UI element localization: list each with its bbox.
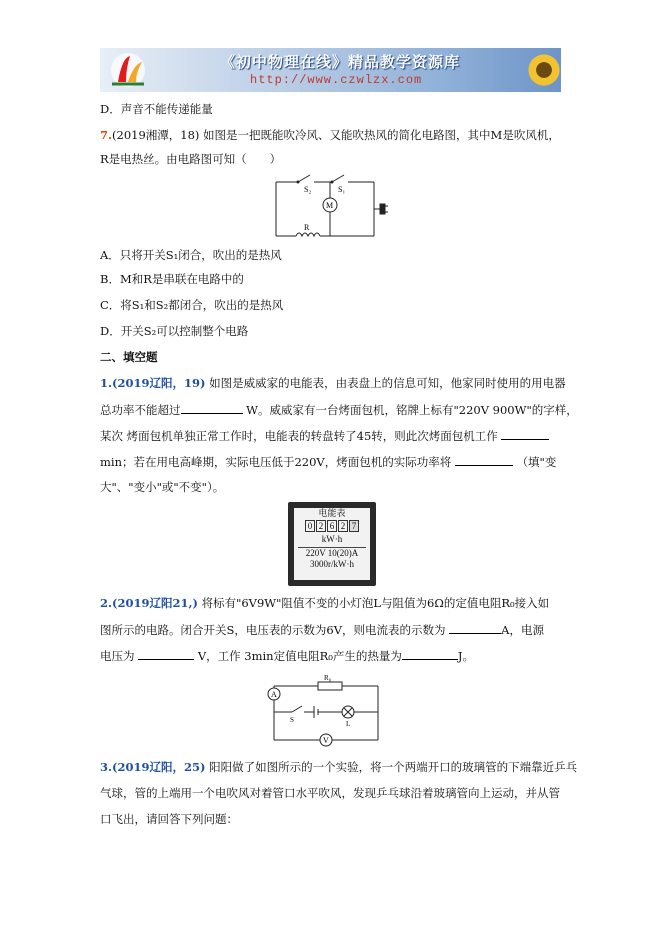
electric-meter-image [288, 502, 376, 586]
q2-text-2b: A，电源 [501, 623, 544, 637]
banner-title: 《初中物理在线》精品教学资源库 [220, 53, 461, 71]
q2-blank-2[interactable] [138, 648, 194, 660]
q7-option-b: B．M和R是串联在电路中的 [100, 272, 244, 286]
meter-digit: 6 [327, 520, 337, 532]
section-heading: 二、填空题 [100, 350, 158, 364]
q1-text-1: 如图是威威家的电能表，由表盘上的信息可知，他家同时使用的用电器 [209, 376, 566, 390]
meter-digit: 2 [316, 520, 326, 532]
q2-source: (2019辽阳21,) [112, 596, 198, 610]
q1-line5: 大"、"变小"或"不变"）。 [100, 480, 225, 494]
meter-rating: 220V 10(20)A [305, 548, 359, 558]
q3-number: 3. [100, 760, 113, 774]
q7-line1 [100, 128, 560, 142]
q3-line3: 口飞出，请回答下列问题： [100, 812, 238, 826]
q7-number: 7. [100, 128, 113, 142]
q1-blank-3[interactable] [455, 454, 513, 466]
label-motor: M [326, 201, 334, 210]
q1-text-3: 某次 烤面包机单独正常工作时，电能表的转盘转了45转，则此次烤面包机工作 [100, 429, 498, 443]
meter-title: 电能表 [318, 508, 346, 518]
label-voltmeter: V [323, 736, 329, 745]
q7-option-d: D．开关S₂可以控制整个电路 [100, 324, 249, 338]
q1-number: 1. [100, 376, 113, 390]
q2-text-3a: 电压为 [100, 649, 135, 663]
site-logo-icon [104, 50, 152, 90]
q7-option-c: C．将S₁和S₂都闭合，吹出的是热风 [100, 298, 284, 312]
q2-circuit-diagram [262, 672, 390, 748]
q7-line2: R是电热丝。由电路图可知（ ） [100, 152, 282, 166]
q2-text-2: 图所示的电路。闭合开关S，电压表的示数为6V，则电流表的示数为 [100, 623, 446, 637]
label-s1: S₁ [338, 185, 346, 194]
q7-option-a: A．只将开关S₁闭合，吹出的是热风 [100, 248, 282, 262]
meter-unit: kW·h [321, 534, 343, 544]
q2-blank-1[interactable] [449, 622, 501, 634]
header-banner [100, 48, 561, 92]
meter-digit: 2 [338, 520, 348, 532]
label-r0: R₀ [324, 674, 332, 682]
q3-line1 [100, 760, 577, 774]
q7-text-1: 如图是一把既能吹冷风、又能吹热风的简化电路图，其中M是吹风机， [203, 128, 560, 142]
q1-blank-2[interactable] [501, 428, 549, 440]
q1-line2 [100, 402, 578, 417]
q1-blank-1[interactable] [181, 402, 243, 414]
meter-digit: 0 [305, 520, 315, 532]
q2-blank-3[interactable] [402, 648, 458, 660]
prev-option-d: D．声音不能传递能量 [100, 102, 213, 116]
q2-text-3c: J。 [457, 649, 474, 663]
meter-rev: 3000r/kW·h [310, 559, 354, 569]
meter-digit: 7 [349, 520, 359, 532]
meter-digits [294, 520, 370, 532]
sunflower-icon [526, 52, 561, 88]
q3-line2: 气球，管的上端用一个电吹风对着管口水平吹风，发现乒乓球沿着玻璃管向上运动，并从管 [100, 786, 560, 800]
q1-line3 [100, 428, 549, 443]
q1-source: (2019辽阳，19) [112, 376, 206, 390]
q2-line1 [100, 596, 549, 610]
q2-text-1: 将标有"6V9W"阻值不变的小灯泡L与阻值为6Ω的定值电阻R₀接入如 [201, 596, 550, 610]
q3-source: (2019辽阳，25) [112, 760, 206, 774]
label-lamp: L [346, 720, 351, 728]
q2-text-3b: V，工作 3min定值电阻R₀产生的热量为 [197, 649, 402, 663]
q1-text-4b: （填"变 [516, 455, 557, 469]
label-ammeter: A [271, 690, 277, 699]
q7-source: (2019湘潭，18) [112, 128, 200, 142]
q7-circuit-diagram [268, 172, 388, 244]
q1-text-4: min；若在用电高峰期，实际电压低于220V，烤面包机的实际功率将 [100, 455, 452, 469]
q1-line1 [100, 376, 566, 390]
q1-line4 [100, 454, 556, 469]
label-s2: S₂ [304, 185, 312, 194]
label-switch: S [290, 716, 294, 724]
q2-line3 [100, 648, 474, 663]
q3-text-1: 阳阳做了如图所示的一个实验，将一个两端开口的玻璃管的下端靠近乒乓 [209, 760, 578, 774]
label-r: R [304, 223, 310, 232]
banner-url[interactable]: http://www.czwlzx.com [250, 73, 423, 87]
q1-text-2b: W。威威家有一台烤面包机，铭牌上标有"220V 900W"的字样， [246, 403, 578, 417]
q2-number: 2. [100, 596, 113, 610]
q1-text-2a: 总功率不能超过 [100, 403, 181, 417]
q2-line2 [100, 622, 544, 637]
